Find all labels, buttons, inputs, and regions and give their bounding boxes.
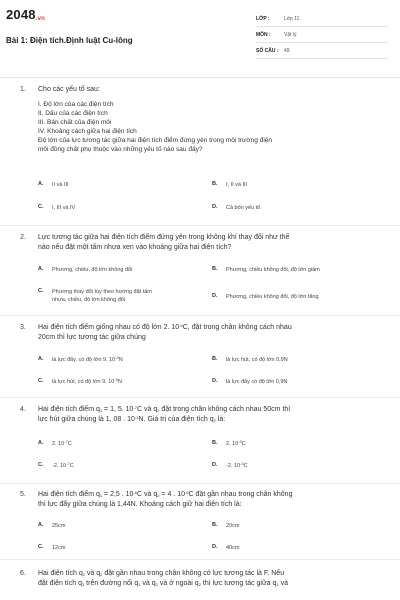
question-number: 1. [20,86,26,93]
lesson-title: Bài 1: Điện tích.Định luật Cu-lông [6,36,133,45]
option-text [52,288,152,304]
option-text: 40cm [226,545,240,551]
text-run: N [118,357,123,363]
subscript: 3 [81,582,85,587]
meta-subject [256,29,388,43]
option-text-line: Phương thay đổi tùy theo hướng đặt tấm [52,289,152,295]
text-run: C [69,463,74,469]
question-line [38,415,388,425]
question-3 [0,316,400,398]
text-run: 2. 10 [226,441,239,447]
text-run: C đặt gần nhau trong chân không [188,491,293,498]
option-letter: C. [38,462,44,468]
question-line [38,569,388,579]
question-text [38,85,388,154]
meta-question-count [256,45,388,59]
text-run: là lực hút, có độ lớn 9. 10 [52,379,115,385]
question-line [38,579,388,589]
option-text: Phương, chiều không đổi, độ lớn giảm [226,267,320,273]
exponent: -3 [134,415,139,420]
subscript: 1 [99,493,103,498]
option-c[interactable] [38,288,152,304]
question-line: I. Độ lớn của các điện tích [38,101,114,108]
option-b[interactable] [212,356,288,364]
option-letter: D. [212,544,218,550]
subscript: 1 [138,582,141,587]
option-letter: D. [212,378,218,384]
question-line: IV. Khoảng cách giữa hai điện tích [38,128,137,135]
subscript: 2 [157,408,160,413]
text-run: -2. 10 [52,463,67,469]
text-run: Hai điện tích q [38,570,83,577]
subscript: 2 [100,572,103,577]
question-number: 2. [20,234,26,241]
logo-text: 2048 [6,7,36,22]
meta-key: MÔN : [256,32,271,38]
option-letter: C. [38,204,44,210]
text-run: đặt điện tích q [38,580,82,587]
text-run: Hai điện tích điểm q [38,406,100,413]
option-letter: D. [212,462,218,468]
text-run: và ở ngoài q [157,580,199,587]
meta-key: SỐ CÂU : [256,48,279,54]
text-run: đặt gần nhau trong chân không có lực tương tác là F. Nếu [102,570,285,577]
option-d[interactable] [212,544,239,552]
text-run: = 4 . 10 [159,491,185,498]
subscript: 1 [82,572,85,577]
option-letter: C. [38,378,44,384]
text-run: N. Giá trị của điện tích q [138,416,214,423]
text-run: C [67,441,72,447]
option-a[interactable] [38,356,123,364]
text-run: và q [84,570,101,577]
question-line: Độ lớn của lực tương tác giữa hai điện tích điểm đứng yên trong môi trường điện [38,137,272,144]
option-letter: A. [38,181,44,187]
question-line [38,490,388,500]
worksheet-header [0,0,400,78]
option-b[interactable] [212,522,239,530]
option-text: II và III [52,182,69,188]
meta-value: Lớp 11 [284,16,300,22]
text-run: = 2,5 . 10 [102,491,134,498]
option-text: Cả bốn yếu tố [226,205,261,211]
option-a[interactable] [38,266,132,274]
question-text [38,569,388,589]
text-run: là lực đẩy, có độ lớn 9. 10 [52,357,116,363]
option-d[interactable] [212,378,287,386]
option-letter: A. [38,522,44,528]
question-line: nào nếu đặt một tấm nhựa xen vào khoảng giữa hai điện tích? [38,244,232,251]
question-2 [0,226,400,316]
text-run: N [117,379,122,385]
exponent: -6 [184,490,189,495]
option-text [52,378,122,386]
subscript: 2 [155,582,158,587]
option-letter: A. [38,266,44,272]
option-d[interactable] [212,204,260,212]
subscript: 2 [213,418,216,423]
option-letter: B. [212,522,218,528]
option-text: Phương, chiều, độ lớn không đổi [52,267,133,273]
text-run: và q [140,580,156,587]
subscript: 1 [99,408,103,413]
meta-grade [256,13,388,27]
text-run: C, đặt trong chân không cách nhau [182,324,292,331]
option-text [226,462,248,470]
option-text: 20cm [226,523,240,529]
question-text [38,490,388,510]
option-text-line: nhựa, chiều, độ lớn không đổi [52,297,126,303]
question-line [38,323,388,333]
exponent: -3 [240,461,244,466]
question-number: 6. [20,570,26,577]
option-a[interactable] [38,181,69,189]
text-run: thì lực tương tác giữa q [200,580,277,587]
question-number: 3. [20,324,26,331]
question-line: Lực tương tác giữa hai điện tích điểm đứng yên trong không khí thay đổi như thế [38,234,290,241]
option-text [52,462,74,470]
question-number: 5. [20,491,26,498]
option-d[interactable] [212,293,319,301]
question-line: Cho các yếu tố sau: [38,86,100,93]
meta-value: 49 [284,48,290,54]
exponent: -6 [179,323,183,328]
option-text: I, II và III [226,182,248,188]
option-letter: D. [212,293,218,299]
text-run: lực hút giữa chúng là 1, 08 . 10 [38,416,135,423]
question-line: 20cm thì lực tương tác giữa chúng [38,334,146,341]
text-run: C [241,441,246,447]
option-letter: B. [212,356,218,362]
option-letter: C. [38,544,44,550]
option-text [52,356,123,364]
text-run: C và q [137,406,158,413]
option-text: 12cm [52,545,66,551]
text-run: Hai điện tích điểm q [38,491,100,498]
text-run: trên đường nối q [84,580,139,587]
option-letter: A. [38,356,44,362]
question-text [38,323,388,343]
exponent: -5 [115,355,119,360]
option-text [226,440,246,448]
option-letter: A. [38,440,44,446]
exponent: -5 [114,377,118,382]
option-c[interactable] [38,544,65,552]
question-1 [0,78,400,226]
question-number: 4. [20,406,26,413]
meta-value: Vật lý [284,32,297,38]
option-text: Phương, chiều không đổi, độ lớn tăng [226,294,319,300]
exponent: -7 [64,439,68,444]
option-letter: B. [212,181,218,187]
question-line [38,405,388,415]
option-d[interactable] [212,462,248,470]
text-run: Hai điện tích điểm giống nhau có độ lớn 2. 10 [38,324,180,331]
option-text: là lực đẩy có độ lớn 0,9N [226,379,288,385]
question-5 [0,484,400,560]
question-line: thì lực đẩy giữa chúng là 1,44N. Khoảng cách giữ hai điện tích là: [38,501,242,508]
question-line: II. Dấu của các điện tích [38,110,108,117]
exponent: -7 [133,405,138,410]
question-6 [0,560,400,600]
option-letter: C. [38,288,44,294]
option-letter: B. [212,266,218,272]
subscript: 1 [276,582,279,587]
option-a[interactable] [38,440,72,448]
option-a[interactable] [38,522,65,530]
option-b[interactable] [212,181,247,189]
exponent: -7 [66,461,70,466]
question-line: môi đồng chất phụ thuộc vào những yếu tố nào sau đây? [38,146,203,153]
option-c[interactable] [38,462,74,470]
site-logo[interactable] [6,7,45,22]
text-run: là: [215,416,226,423]
question-line: III. Bản chất của điện môi [38,119,112,126]
text-run: C và q [137,491,158,498]
option-text: là lực hút, có độ lớn 0,9N [226,357,288,363]
subscript: 2 [157,493,160,498]
text-run: 2. 10 [52,441,65,447]
option-c[interactable] [38,204,75,212]
meta-key: LỚP : [256,16,270,22]
text-run: = 1, 5. 10 [102,406,134,413]
text-run: C [243,463,248,469]
option-c[interactable] [38,378,122,386]
option-b[interactable] [212,266,320,274]
text-run: đặt trong chân không cách nhau 50cm thì [159,406,291,413]
logo-suffix: .vn [35,16,46,22]
option-text: 25cm [52,523,66,529]
subscript: 2 [198,582,201,587]
question-text [38,405,388,425]
option-letter: B. [212,440,218,446]
option-text [52,440,72,448]
option-letter: D. [212,204,218,210]
text-run: -2. 10 [226,463,241,469]
option-text: I, III và IV [52,205,76,211]
question-4 [0,398,400,484]
question-text [38,233,388,253]
option-b[interactable] [212,440,246,448]
text-run: và [278,580,288,587]
exponent: -3 [238,439,242,444]
exponent: -6 [133,490,138,495]
